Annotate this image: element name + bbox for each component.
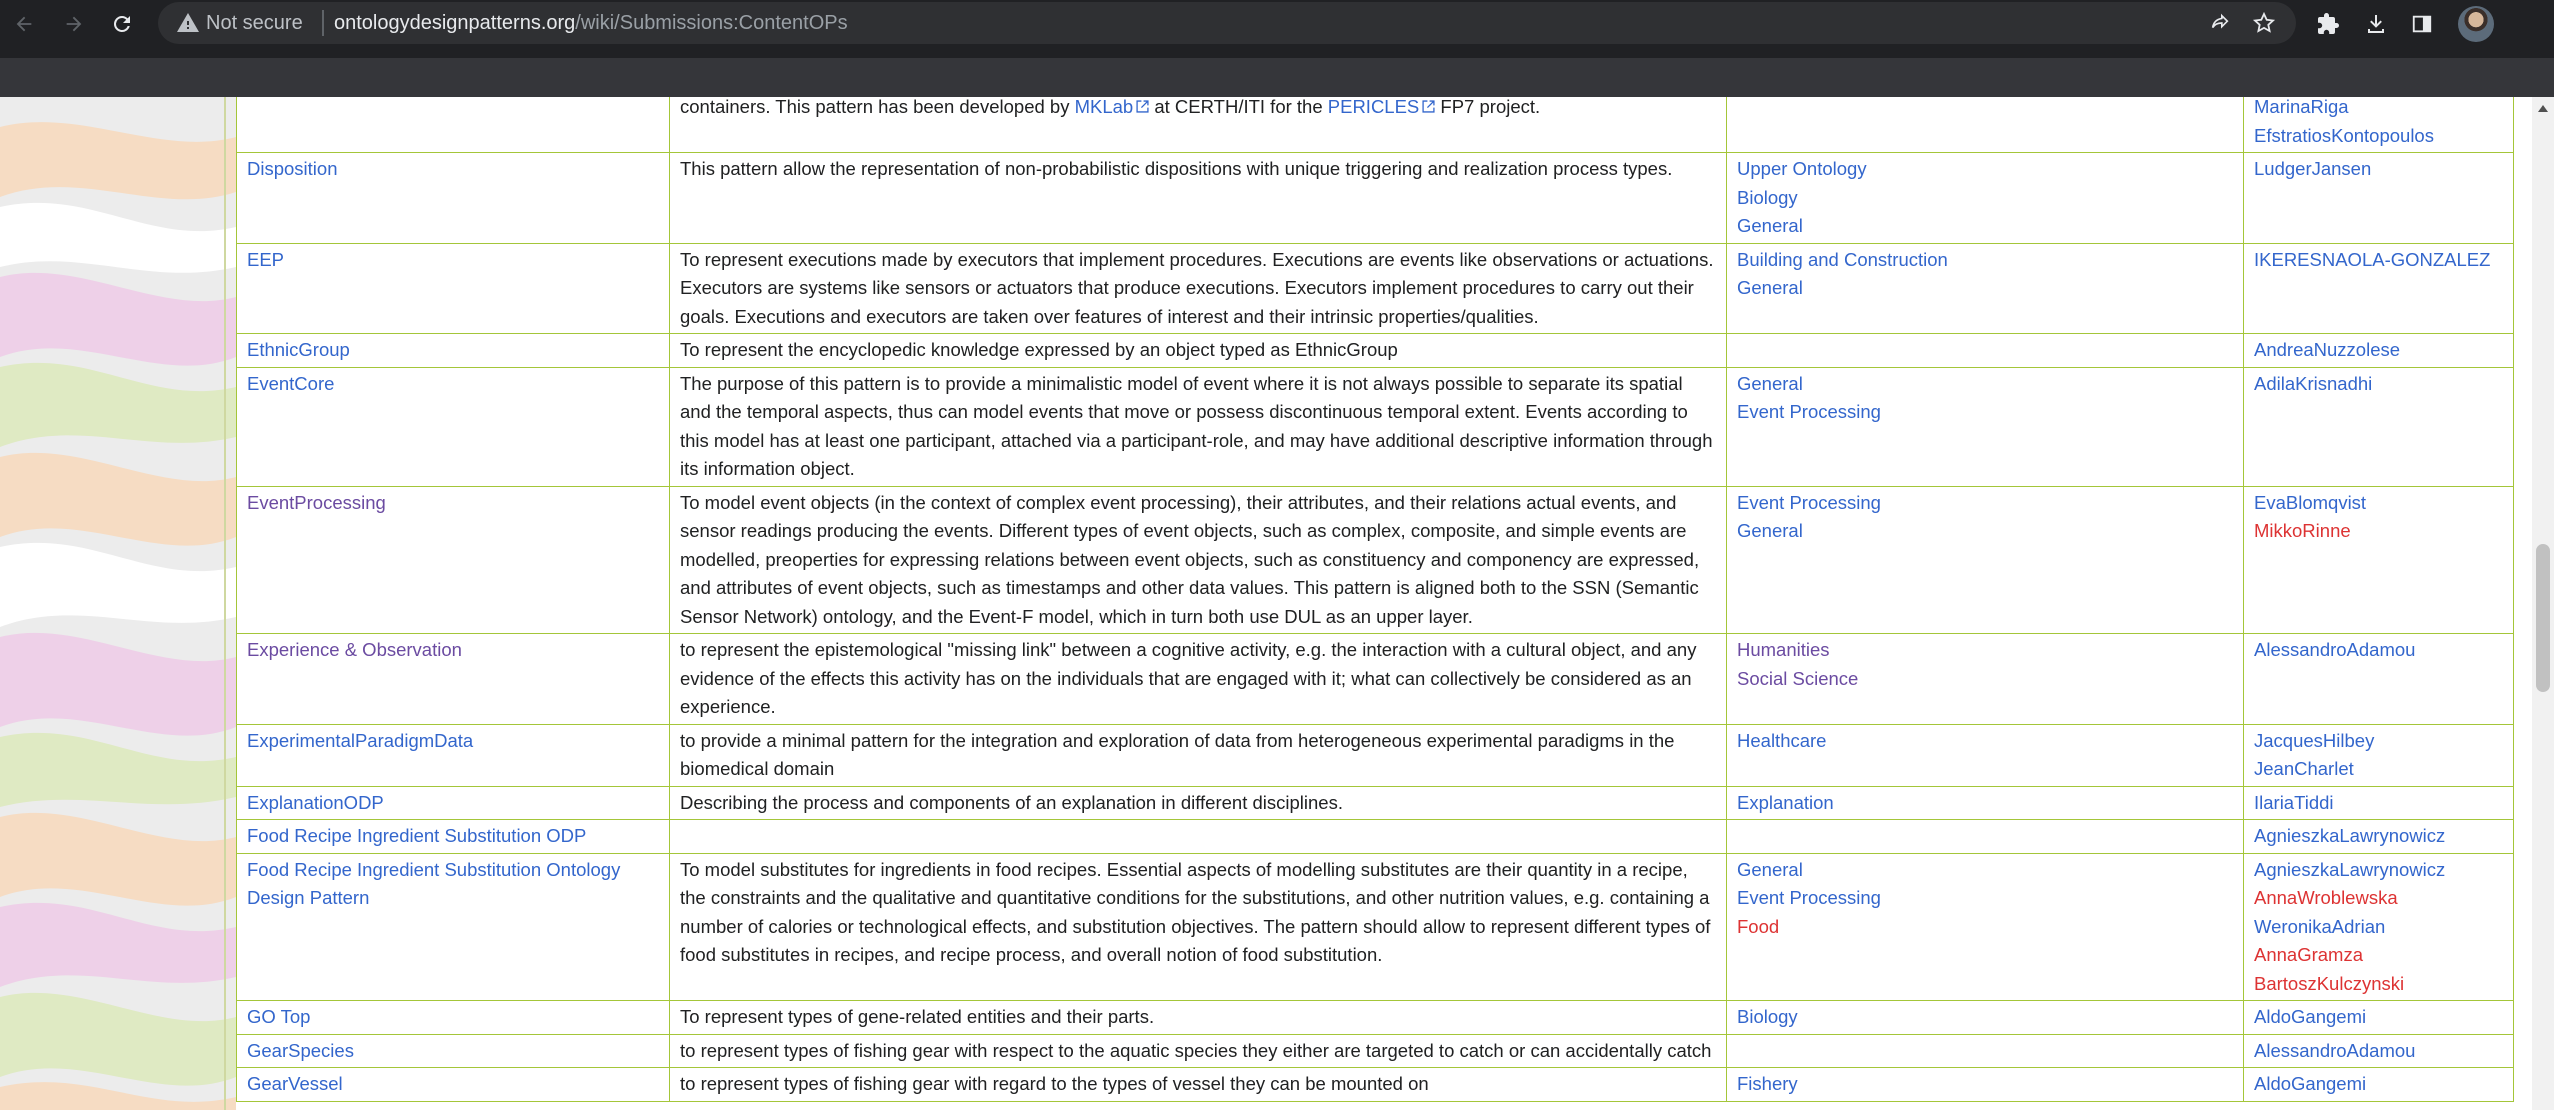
pattern-link[interactable]: GearSpecies bbox=[247, 1039, 354, 1061]
domain-link[interactable]: Healthcare bbox=[1737, 729, 1827, 751]
arrow-right-icon bbox=[63, 13, 85, 35]
description-cell: to represent the epistemological "missing link" between a cognitive activity, e.g. the interaction with a cultural object, and any evidence of the effects this activity has on the individuals that are engaged with it; what can collectively be considered as an experience. bbox=[670, 634, 1727, 725]
domain-cell bbox=[1727, 724, 2244, 786]
domain-cell bbox=[1727, 634, 2244, 725]
address-bar[interactable] bbox=[158, 2, 2296, 44]
description-cell: Describing the process and components of an explanation in different disciplines. bbox=[670, 786, 1727, 820]
pattern-link[interactable]: EthnicGroup bbox=[247, 339, 350, 360]
domain-cell bbox=[1727, 486, 2244, 634]
omnibox-separator bbox=[322, 10, 324, 36]
description-cell: to represent types of fishing gear with respect to the aquatic species they either are targeted to catch or can accidentally catch bbox=[670, 1034, 1727, 1068]
submitters-cell bbox=[2244, 786, 2514, 820]
submitter-link[interactable]: IKERESNAOLA-GONZALEZ bbox=[2254, 248, 2491, 270]
domain-link[interactable]: General bbox=[1737, 215, 1803, 236]
pattern-name-cell bbox=[237, 853, 670, 1001]
star-icon bbox=[2252, 11, 2276, 35]
pattern-name-cell bbox=[237, 243, 670, 334]
pattern-link[interactable]: ExplanationODP bbox=[247, 791, 384, 813]
pattern-name-cell bbox=[237, 724, 670, 786]
pattern-name-cell bbox=[237, 153, 670, 244]
pattern-name-cell bbox=[237, 1034, 670, 1068]
submitters-cell bbox=[2244, 1001, 2514, 1035]
domain-cell bbox=[1727, 1001, 2244, 1035]
submitters-cell bbox=[2244, 820, 2514, 854]
external-link-icon bbox=[1136, 100, 1149, 113]
reload-icon bbox=[110, 12, 134, 36]
description-cell: This pattern allow the representation of non-probabilistic dispositions with unique triggering and realization process types. bbox=[670, 153, 1727, 244]
security-label[interactable]: Not secure bbox=[206, 12, 303, 34]
submitter-link[interactable]: LudgerJansen bbox=[2254, 158, 2372, 179]
content-patterns-table bbox=[236, 97, 2514, 1102]
domain-link[interactable]: Biology bbox=[1737, 186, 1798, 208]
submitters-cell bbox=[2244, 1034, 2514, 1068]
pattern-name-cell bbox=[237, 1001, 670, 1035]
description-text: at CERTH/ITI for the bbox=[1149, 97, 1328, 117]
submitter-link[interactable]: IlariaTiddi bbox=[2254, 791, 2334, 813]
submitters-cell bbox=[2244, 334, 2514, 368]
submitter-link[interactable]: AlessandroAdamou bbox=[2254, 1039, 2416, 1061]
submitter-link[interactable]: AldoGangemi bbox=[2254, 1073, 2367, 1094]
domain-link[interactable]: Event Processing bbox=[1737, 401, 1881, 422]
domain-link[interactable]: Upper Ontology bbox=[1737, 158, 1867, 179]
decorative-wave-background bbox=[0, 97, 236, 1110]
pattern-name-cell bbox=[237, 634, 670, 725]
submitters-cell bbox=[2244, 153, 2514, 244]
pattern-name-cell bbox=[237, 334, 670, 368]
table-row-experimentalparadigmdata bbox=[237, 724, 2514, 786]
table-row-gearvessel bbox=[237, 1068, 2514, 1102]
table-row-eventcore bbox=[237, 367, 2514, 486]
puzzle-icon bbox=[2316, 12, 2340, 36]
submitter-link[interactable]: BartoszKulczynski bbox=[2254, 972, 2405, 994]
table-row-eventprocessing bbox=[237, 486, 2514, 634]
pattern-link[interactable]: Experience & Observation bbox=[247, 639, 462, 660]
description-cell: To represent types of gene-related entities and their parts. bbox=[670, 1001, 1727, 1035]
domain-link[interactable]: Event Processing bbox=[1737, 887, 1881, 908]
submitter-link[interactable]: AldoGangemi bbox=[2254, 1006, 2367, 1027]
description-cell: To represent the encyclopedic knowledge expressed by an object typed as EthnicGroup bbox=[670, 334, 1727, 368]
pattern-link[interactable]: Food Recipe Ingredient Substitution ODP bbox=[247, 825, 587, 846]
pattern-name-cell bbox=[237, 1068, 670, 1102]
download-icon bbox=[2364, 12, 2388, 36]
url-host: ontologydesignpatterns.org bbox=[334, 12, 576, 34]
domain-cell bbox=[1727, 97, 2244, 153]
submitters-cell bbox=[2244, 97, 2514, 153]
pattern-link[interactable]: EEP bbox=[247, 248, 285, 270]
domain-link[interactable]: Social Science bbox=[1737, 667, 1859, 689]
submitter-link[interactable]: WeronikaAdrian bbox=[2254, 915, 2386, 937]
submitter-link[interactable]: AndreaNuzzolese bbox=[2254, 339, 2401, 360]
submitter-link[interactable]: AlessandroAdamou bbox=[2254, 639, 2416, 660]
reload-button[interactable] bbox=[102, 4, 142, 44]
bookmark-button[interactable] bbox=[2248, 8, 2280, 38]
table-row-go-top bbox=[237, 1001, 2514, 1035]
submitter-link[interactable]: AnnaWroblewska bbox=[2254, 887, 2398, 908]
submitters-cell bbox=[2244, 243, 2514, 334]
submitter-link[interactable]: JeanCharlet bbox=[2254, 758, 2354, 779]
description-cell: To model substitutes for ingredients in food recipes. Essential aspects of modelling substitutes are their quantity in a recipe, the constraints and the qualitative and quantitative conditions for the substitutions, and other nutrition values, e.g. containing a number of calories or technological effects, and substitution objectives. The pattern should allow to represent different types of food substitutes in recipes, and recipe process, and overall notion of food substitution. bbox=[670, 853, 1727, 1001]
domain-link[interactable]: Biology bbox=[1737, 1006, 1798, 1027]
domain-link[interactable]: General bbox=[1737, 277, 1803, 298]
back-button[interactable] bbox=[4, 4, 44, 44]
domain-link[interactable]: Humanities bbox=[1737, 639, 1830, 660]
submitters-cell bbox=[2244, 634, 2514, 725]
pattern-name-cell bbox=[237, 820, 670, 854]
domain-link[interactable]: Food bbox=[1737, 915, 1780, 937]
side-panel-button[interactable] bbox=[2404, 6, 2440, 42]
submitters-cell bbox=[2244, 724, 2514, 786]
pattern-link[interactable]: GearVessel bbox=[247, 1073, 343, 1094]
domain-cell bbox=[1727, 786, 2244, 820]
pattern-link[interactable]: ExperimentalParadigmData bbox=[247, 729, 474, 751]
submitter-link[interactable]: AdilaKrisnadhi bbox=[2254, 372, 2373, 394]
description-cell: to provide a minimal pattern for the integration and exploration of data from heterogeneous experimental paradigms in the biomedical domain bbox=[670, 724, 1727, 786]
domain-link[interactable]: Event Processing bbox=[1737, 491, 1881, 513]
domain-cell bbox=[1727, 1068, 2244, 1102]
description-text: FP7 project. bbox=[1435, 97, 1541, 117]
table-row-gearspecies bbox=[237, 1034, 2514, 1068]
table-row-explanationodp bbox=[237, 786, 2514, 820]
table-row-disposition bbox=[237, 153, 2514, 244]
description-cell: To represent executions made by executors that implement procedures. Executions are events like observations or actuations. Executors are systems like sensors or actuators that produce executions. Executors implement procedures to carry out their goals. Executions and executors are taken over features of interest and their intrinsic properties/qualities. bbox=[670, 243, 1727, 334]
table-row-eep bbox=[237, 243, 2514, 334]
submitters-cell bbox=[2244, 1068, 2514, 1102]
description-cell: to represent types of fishing gear with regard to the types of vessel they can be mounted on bbox=[670, 1068, 1727, 1102]
pattern-name-cell bbox=[237, 367, 670, 486]
pattern-link[interactable]: Disposition bbox=[247, 158, 338, 179]
url-text[interactable] bbox=[334, 12, 848, 35]
share-button[interactable] bbox=[2204, 8, 2236, 38]
domain-link[interactable]: Building and Construction bbox=[1737, 248, 1948, 270]
submitter-link[interactable]: MikkoRinne bbox=[2254, 520, 2351, 541]
domain-link[interactable]: General bbox=[1737, 858, 1803, 880]
description-cell: The purpose of this pattern is to provide a minimalistic model of event where it is not always possible to separate its spatial and the temporal aspects, thus can model events that move or possess discontinuous temporal extent. Events according to this model has at least one participant, attached via a participant-role, and may have additional descriptive information through its information object. bbox=[670, 367, 1727, 486]
domain-link[interactable]: General bbox=[1737, 372, 1803, 394]
pattern-name-cell bbox=[237, 786, 670, 820]
submitter-link[interactable]: EfstratiosKontopoulos bbox=[2254, 124, 2434, 146]
description-cell bbox=[670, 820, 1727, 854]
pattern-link[interactable]: GO Top bbox=[247, 1006, 311, 1027]
domain-cell bbox=[1727, 853, 2244, 1001]
domain-cell bbox=[1727, 367, 2244, 486]
domain-cell bbox=[1727, 153, 2244, 244]
domain-link[interactable]: Explanation bbox=[1737, 791, 1834, 813]
domain-link[interactable]: Fishery bbox=[1737, 1073, 1798, 1094]
content-border bbox=[224, 97, 226, 1110]
url-path: /wiki/Submissions:ContentOPs bbox=[575, 12, 848, 34]
submitter-link[interactable]: AnnaGramza bbox=[2254, 944, 2363, 965]
submitter-link[interactable]: JacquesHilbey bbox=[2254, 729, 2375, 751]
pattern-name-cell bbox=[237, 97, 670, 153]
table-row-experience-observation bbox=[237, 634, 2514, 725]
forward-button[interactable] bbox=[54, 4, 94, 44]
submitter-link[interactable]: AgnieszkaLawrynowicz bbox=[2254, 825, 2446, 846]
domain-cell bbox=[1727, 1034, 2244, 1068]
domain-cell bbox=[1727, 820, 2244, 854]
pattern-name-cell bbox=[237, 486, 670, 634]
share-icon bbox=[2209, 12, 2231, 34]
domain-cell bbox=[1727, 334, 2244, 368]
warning-icon bbox=[176, 11, 200, 35]
domain-link[interactable]: General bbox=[1737, 520, 1803, 541]
table-row-food-recipe-ingredient-substitution-ontology-design-pattern bbox=[237, 853, 2514, 1001]
scrollbar-thumb[interactable] bbox=[2536, 544, 2550, 692]
page-viewport bbox=[0, 97, 2532, 1110]
description-cell bbox=[670, 97, 1727, 153]
submitters-cell bbox=[2244, 853, 2514, 1001]
extensions-button[interactable] bbox=[2310, 6, 2346, 42]
table-row-food-recipe-ingredient-substitution-odp bbox=[237, 820, 2514, 854]
pattern-link[interactable]: EventCore bbox=[247, 372, 335, 394]
submitters-cell bbox=[2244, 367, 2514, 486]
submitter-link[interactable]: AgnieszkaLawrynowicz bbox=[2254, 858, 2446, 880]
arrow-left-icon bbox=[13, 13, 35, 35]
external-link-icon bbox=[1422, 100, 1435, 113]
submitter-link[interactable]: EvaBlomqvist bbox=[2254, 491, 2367, 513]
scroll-up-arrow-icon[interactable] bbox=[2538, 105, 2548, 112]
side-panel-icon bbox=[2411, 13, 2433, 35]
vertical-scrollbar[interactable] bbox=[2532, 97, 2554, 1110]
table-row-ethnicgroup bbox=[237, 334, 2514, 368]
pattern-link[interactable]: Food Recipe Ingredient Substitution Ontology Design Pattern bbox=[247, 858, 621, 908]
description-cell: To model event objects (in the context of complex event processing), their attributes, and their relations actual events, and sensor readings producing the events. Different types of event objects, such as complex, composite, and simple events are modelled, preoperties for expressing relations between event objects, such as constituency and componency are expressed, and attributes of event objects, such as timestamps and other data values. This pattern is aligned both to the SSN (Semantic Sensor Network) ontology, and the Event-F model, which in turn both use DUL as an upper layer. bbox=[670, 486, 1727, 634]
downloads-button[interactable] bbox=[2358, 6, 2394, 42]
profile-avatar[interactable] bbox=[2458, 6, 2494, 42]
table-row-partial bbox=[237, 97, 2514, 153]
description-text: containers. This pattern has been developed by bbox=[680, 97, 1075, 117]
submitter-link[interactable]: MarinaRiga bbox=[2254, 97, 2349, 117]
pattern-link[interactable]: EventProcessing bbox=[247, 491, 386, 513]
bookmarks-bar bbox=[0, 58, 2554, 97]
submitters-cell bbox=[2244, 486, 2514, 634]
mklab-link[interactable]: MKLab bbox=[1074, 97, 1134, 117]
pericles-link[interactable]: PERICLES bbox=[1327, 97, 1420, 117]
domain-cell bbox=[1727, 243, 2244, 334]
